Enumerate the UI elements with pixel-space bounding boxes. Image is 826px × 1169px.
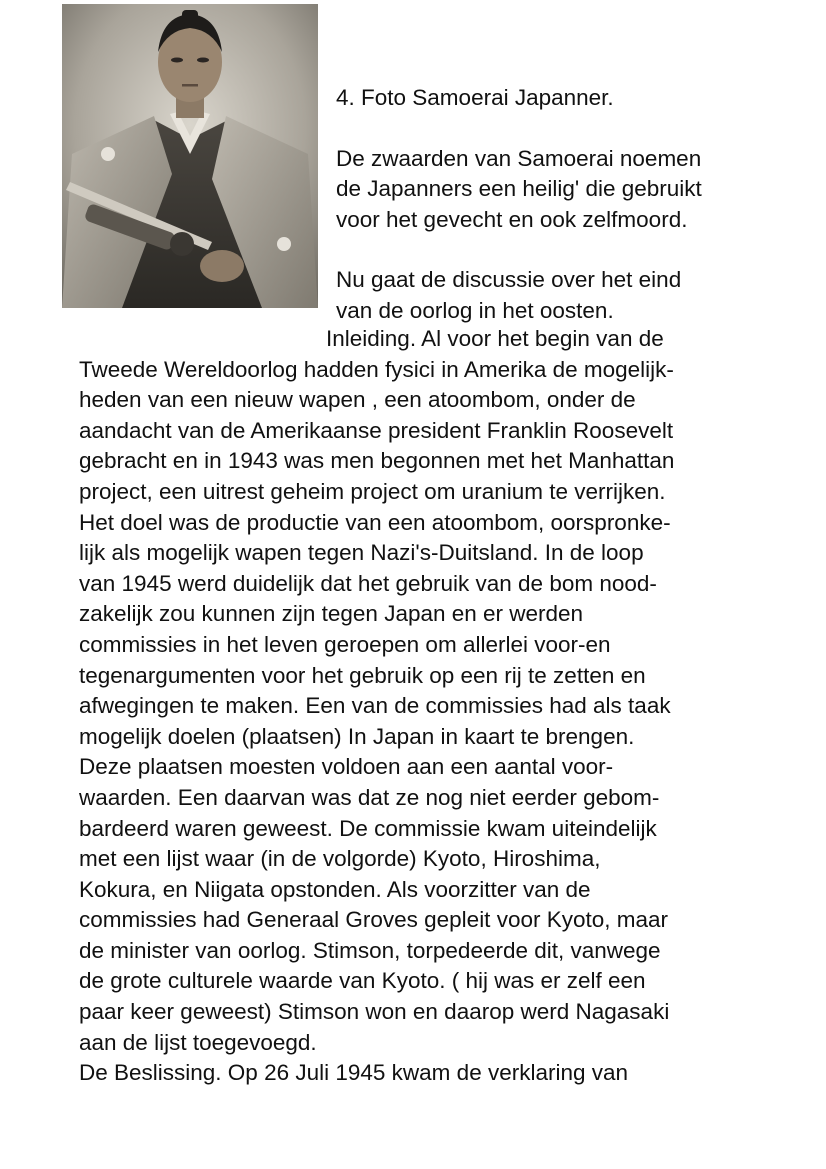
samurai-photo-icon [62, 4, 318, 308]
photo-caption: 4. Foto Samoerai Japanner. [336, 85, 614, 110]
main-body-text [79, 324, 819, 1089]
text-line: de Japanners een heilig' die gebruikt [336, 176, 702, 201]
text-line: paar keer geweest) Stimson won en daarop werd Nagasaki [79, 999, 670, 1025]
text-line: Tweede Wereldoorlog hadden fysici in Amerika de mogelijk- [79, 356, 674, 382]
text-line: van 1945 werd duidelijk dat het gebruik van de bom nood- [79, 570, 657, 596]
text-line: voor het gevecht en ook zelfmoord. [336, 206, 688, 232]
text-line: commissies in het leven geroepen om allerlei voor-en [79, 631, 611, 657]
text-line: lijk als mogelijk wapen tegen Nazi's-Duitsland. In de loop [79, 540, 644, 566]
samurai-photo [62, 4, 318, 308]
text-line: de grote culturele waarde van Kyoto. ( hij was er zelf een [79, 968, 646, 994]
text-line: bardeerd waren geweest. De commissie kwam uiteindelijk [79, 815, 657, 841]
text-line: waarden. Een daarvan was dat ze nog niet eerder gebom- [79, 784, 660, 810]
text-line: Deze plaatsen moesten voldoen aan een aantal voor- [79, 754, 614, 780]
text-line: tegenargumenten voor het gebruik op een rij te zetten en [79, 662, 646, 688]
text-line: aan de lijst toegevoegd. [79, 1029, 317, 1055]
text-line: de minister van oorlog. Stimson, torpedeerde dit, vanwege [79, 937, 661, 963]
text-line: zakelijk zou kunnen zijn tegen Japan en er werden [79, 601, 584, 627]
side-paragraph-swords [336, 144, 806, 236]
text-line: De zwaarden van Samoerai noemen [336, 145, 702, 171]
text-line: De Beslissing. Op 26 Juli 1945 kwam de verklaring van [79, 1060, 629, 1086]
text-line: mogelijk doelen (plaatsen) In Japan in kaart te brengen. [79, 723, 635, 749]
text-line: gebracht en in 1943 was men begonnen met het Manhattan [79, 448, 675, 474]
side-text-block [336, 83, 806, 326]
text-line: van de oorlog in het oosten. [336, 297, 614, 323]
text-line: commissies had Generaal Groves gepleit voor Kyoto, maar [79, 907, 669, 933]
text-line: Het doel was de productie van een atoombom, oorspronke- [79, 509, 671, 535]
text-line: Inleiding. Al voor het begin van de [326, 326, 664, 351]
text-line: aandacht van de Amerikaanse president Franklin Roosevelt [79, 417, 674, 443]
text-line: heden van een nieuw wapen , een atoombom, onder de [79, 387, 636, 413]
side-paragraph-discussion [336, 265, 806, 326]
text-line: afwegingen te maken. Een van de commissies had als taak [79, 693, 671, 719]
text-line: project, een uitrest geheim project om uranium te verrijken. [79, 478, 666, 504]
text-line: met een lijst waar (in de volgorde) Kyoto, Hiroshima, [79, 846, 601, 872]
text-line: Kokura, en Niigata opstonden. Als voorzitter van de [79, 876, 591, 902]
text-line: Nu gaat de discussie over het eind [336, 267, 682, 292]
